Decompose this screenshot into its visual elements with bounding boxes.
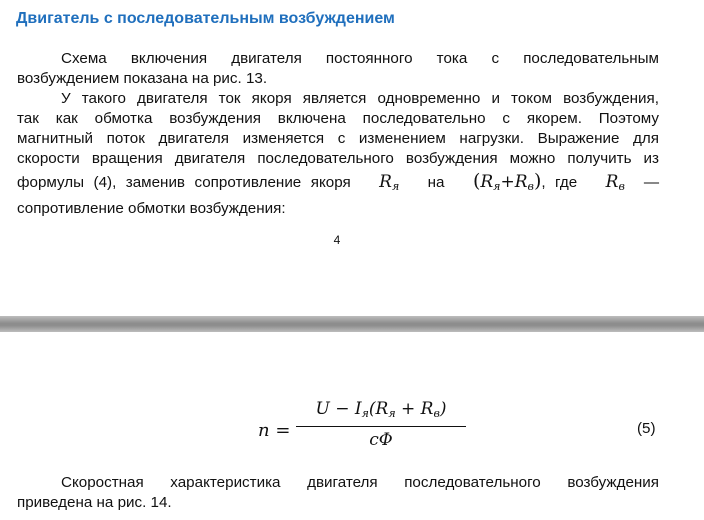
document-page-bottom [0, 332, 704, 520]
paragraph-2-line-2: так как обмотка возбуждения включена последовательно с якорем. Поэтому [17, 110, 659, 127]
paragraph-2-line-5: формулы (4), заменив сопротивление якоря $R_я$ на $(R_я+R_в)$, где $R_в$ — [17, 170, 659, 193]
paragraph-1 [17, 49, 659, 89]
math-r-v: $R_в$ [605, 172, 625, 193]
paragraph-2-line-1: У такого двигателя ток якоря является одновременно и током возбуждения, [61, 90, 659, 107]
paragraph-1-line-1: Схема включения двигателя постоянного тока с последовательным [61, 50, 659, 67]
paragraph-3-line-1: Скоростная характеристика двигателя последовательного возбуждения [61, 474, 659, 491]
paragraph-1-line-2: возбуждением показана на рис. 13. [17, 70, 268, 87]
page-number: 4 [333, 233, 341, 247]
paragraph-3-line-2: приведена на рис. 14. [17, 494, 172, 511]
paragraph-3 [17, 473, 659, 513]
page-separator [0, 316, 704, 332]
equation-number: (5) [637, 420, 656, 437]
paragraph-2-line-4: скорости вращения двигателя последовательного возбуждения можно получить из [17, 150, 659, 167]
formula-fraction [296, 399, 466, 450]
formula-lhs: n = [258, 420, 291, 441]
paragraph-2-line-6: сопротивление обмотки возбуждения: [17, 200, 286, 217]
formula-numerator: $U - I_я(R_я + R_в)$ [315, 399, 447, 420]
paragraph-2-line-3: магнитный поток двигателя изменяется с изменением нагрузки. Выражение для [17, 130, 659, 147]
paragraph-2 [17, 89, 659, 219]
section-heading: Двигатель с последовательным возбуждением [16, 10, 395, 27]
math-r-sum: $(R_я+R_в)$ [472, 170, 542, 193]
formula-denominator: cΦ [369, 430, 393, 450]
fraction-bar [296, 426, 466, 427]
math-r-ya: $R_я$ [379, 172, 400, 193]
